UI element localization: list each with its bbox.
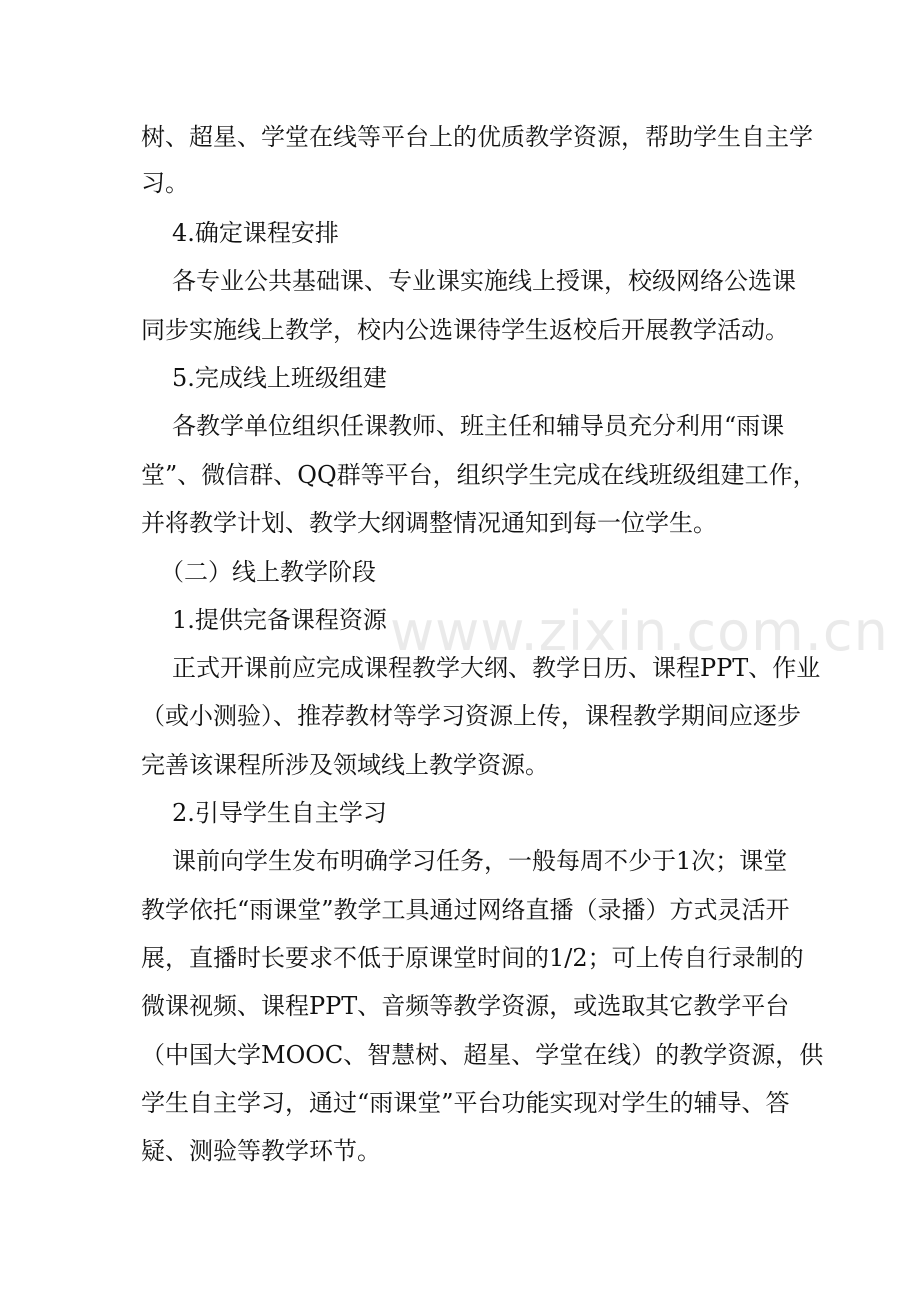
paragraph-line: 课前向学生发布明确学习任务，一般每周不少于1次；课堂 [172,847,788,875]
paragraph-line: 并将教学计划、教学大纲调整情况通知到每一位学生。 [141,509,717,537]
section-heading: 5.完成线上班级组建 [172,364,387,392]
paragraph-line: 正式开课前应完成课程教学大纲、教学日历、课程PPT、作业 [172,654,821,682]
paragraph-line: 各教学单位组织任课教师、班主任和辅导员充分利用“雨课 [172,412,785,440]
paragraph-line: 同步实施线上教学，校内公选课待学生返校后开展教学活动。 [141,316,789,344]
section-heading: 4.确定课程安排 [172,219,339,247]
paragraph-line: 堂”、微信群、QQ群等平台，组织学生完成在线班级组建工作， [141,461,817,489]
paragraph-line: 疑、测验等教学环节。 [141,1137,381,1165]
paragraph-line: 展，直播时长要求不低于原课堂时间的1/2；可上传自行录制的 [141,944,804,972]
paragraph-line: 树、超星、学堂在线等平台上的优质教学资源，帮助学生自主学 [141,123,813,151]
paragraph-line: 学生自主学习，通过“雨课堂”平台功能实现对学生的辅导、答 [141,1089,790,1117]
paragraph-line: 完善该课程所涉及领域线上教学资源。 [141,751,549,779]
paragraph-line: （中国大学MOOC、智慧树、超星、学堂在线）的教学资源，供 [141,1041,824,1069]
paragraph-line: 各专业公共基础课、专业课实施线上授课，校级网络公选课 [172,267,796,295]
section-heading: （二）线上教学阶段 [160,558,376,586]
watermark: www.zixin.com.cn [390,600,889,663]
paragraph-line: （或小测验）、推荐教材等学习资源上传，课程教学期间应逐步 [141,702,801,730]
paragraph-line: 教学依托“雨课堂”教学工具通过网络直播（录播）方式灵活开 [141,896,790,924]
paragraph-line: 微课视频、课程PPT、音频等教学资源，或选取其它教学平台 [141,992,790,1020]
section-heading: 2.引导学生自主学习 [172,799,387,827]
paragraph-line: 习。 [141,169,189,197]
section-heading: 1.提供完备课程资源 [172,606,387,634]
